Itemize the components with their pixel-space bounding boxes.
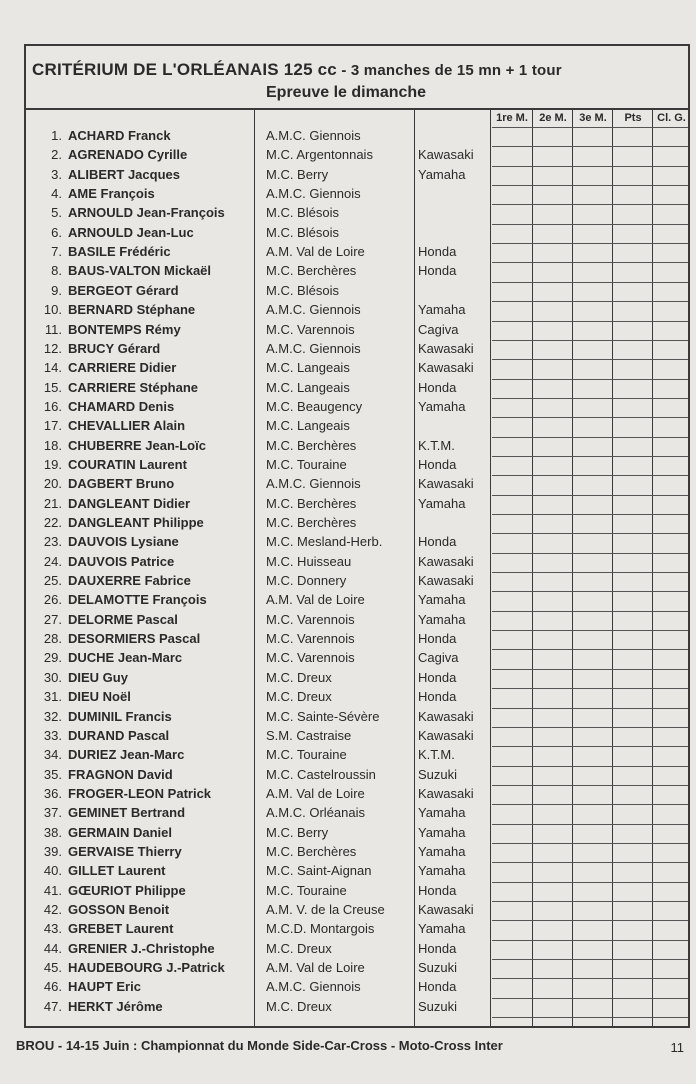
rider-number: 47. <box>43 998 62 1014</box>
rider-club: A.M. Val de Loire <box>266 960 365 976</box>
rider-number: 40. <box>43 863 62 879</box>
rider-motorcycle: Honda <box>418 979 457 995</box>
rider-motorcycle: K.T.M. <box>418 437 455 453</box>
rider-row <box>26 999 688 1018</box>
rider-number: 9. <box>51 282 62 298</box>
rider-name: GŒURIOT Philippe <box>68 882 186 898</box>
rider-club: M.C. Saint-Aignan <box>266 863 372 879</box>
rider-number: 27. <box>43 611 62 627</box>
rider-club: M.C. Dreux <box>266 998 332 1014</box>
rider-motorcycle: Honda <box>418 669 457 685</box>
rider-row <box>26 767 688 786</box>
rider-motorcycle: Yamaha <box>418 824 466 840</box>
rider-number: 8. <box>51 263 62 279</box>
rider-number: 18. <box>43 437 62 453</box>
rider-number: 43. <box>43 921 62 937</box>
rider-number: 10. <box>43 302 62 318</box>
rider-number: 24. <box>43 553 62 569</box>
rider-row <box>26 167 688 186</box>
rider-number: 1. <box>51 128 62 143</box>
rider-row <box>26 205 688 224</box>
rider-number: 44. <box>43 940 62 956</box>
rider-motorcycle: Yamaha <box>418 302 466 318</box>
rider-club: A.M.C. Giennois <box>266 476 361 492</box>
rider-number: 36. <box>43 785 62 801</box>
rider-motorcycle: Honda <box>418 456 457 472</box>
rider-motorcycle: Cagiva <box>418 650 459 666</box>
rider-name: BERNARD Stéphane <box>68 302 196 318</box>
rider-row <box>26 612 688 631</box>
rider-motorcycle: Honda <box>418 379 457 395</box>
rider-motorcycle: Kawasaki <box>418 708 474 724</box>
event-title-detail: - 3 manches de 15 mn + 1 tour <box>336 62 562 79</box>
rider-club: A.M.C. Giennois <box>266 302 361 318</box>
rider-name: GRENIER J.-Christophe <box>68 940 215 956</box>
rider-row <box>26 825 688 844</box>
rider-name: BRUCY Gérard <box>68 340 161 356</box>
rider-club: M.C. Berchères <box>266 495 357 511</box>
rider-motorcycle: Honda <box>418 263 457 279</box>
rider-name: BAUS-VALTON Mickaël <box>68 263 212 279</box>
rider-motorcycle: Kawasaki <box>418 902 474 917</box>
rider-name: ALIBERT Jacques <box>68 166 180 182</box>
rider-name: DAUVOIS Lysiane <box>68 534 179 550</box>
rider-number: 7. <box>51 244 62 260</box>
rider-name: DIEU Noël <box>68 689 131 705</box>
rider-club: A.M.C. Giennois <box>266 979 361 995</box>
rider-club: M.C. Huisseau <box>266 553 352 569</box>
rider-number: 4. <box>51 186 62 202</box>
rider-club: A.M.C. Giennois <box>266 340 361 356</box>
rider-name: AGRENADO Cyrille <box>68 147 188 163</box>
rider-club: M.C. Donnery <box>266 573 347 589</box>
rider-number: 15. <box>43 379 62 395</box>
rider-number: 31. <box>43 689 62 705</box>
rider-club: M.C. Blésois <box>266 205 339 221</box>
rider-club: M.C. Berchères <box>266 515 357 530</box>
rider-name: ARNOULD Jean-Luc <box>68 224 194 240</box>
rider-number: 25. <box>43 573 62 589</box>
rider-club: M.C. Dreux <box>266 669 332 685</box>
rider-number: 19. <box>43 456 62 472</box>
rider-row <box>26 302 688 321</box>
rider-motorcycle: Honda <box>418 244 457 260</box>
rider-name: DAUXERRE Fabrice <box>68 573 191 589</box>
rider-row <box>26 186 688 205</box>
rider-club: M.C. Dreux <box>266 689 332 705</box>
rider-club: A.M.C. Giennois <box>266 128 361 143</box>
rider-name: DELORME Pascal <box>68 611 178 627</box>
rider-name: HAUDEBOURG J.-Patrick <box>68 960 225 976</box>
rider-row <box>26 263 688 282</box>
header-m2: 2e M. <box>539 112 567 124</box>
rider-motorcycle: Yamaha <box>418 495 466 511</box>
rider-name: DIEU Guy <box>68 669 128 685</box>
rider-name: DANGLEANT Didier <box>68 495 191 511</box>
rider-row <box>26 360 688 379</box>
rider-club: M.C. Berchères <box>266 437 357 453</box>
rider-motorcycle: Suzuki <box>418 960 458 976</box>
rider-row <box>26 786 688 805</box>
rider-club: S.M. Castraise <box>266 727 352 743</box>
rider-number: 20. <box>43 476 62 492</box>
rider-club: M.C. Berchères <box>266 263 357 279</box>
rider-row <box>26 476 688 495</box>
rider-name: HERKT Jérôme <box>68 998 163 1014</box>
rider-club: M.C. Berry <box>266 824 329 840</box>
rider-number: 42. <box>43 902 62 917</box>
rider-number: 26. <box>43 592 62 608</box>
rider-club: M.C. Varennois <box>266 321 355 337</box>
rider-number: 3. <box>51 166 62 182</box>
rider-number: 12. <box>43 340 62 356</box>
rider-club: A.M.C. Giennois <box>266 186 361 202</box>
rider-row <box>26 418 688 437</box>
rider-number: 35. <box>43 766 62 782</box>
rider-name: GERMAIN Daniel <box>68 824 173 840</box>
rider-name: DAGBERT Bruno <box>68 476 175 492</box>
rider-motorcycle: Cagiva <box>418 321 459 337</box>
rider-club: M.C. Sainte-Sévère <box>266 708 380 724</box>
rider-name: DANGLEANT Philippe <box>68 515 204 530</box>
rider-number: 32. <box>43 708 62 724</box>
results-sheet <box>24 44 690 1028</box>
rider-club: A.M. V. de la Creuse <box>266 902 385 917</box>
rider-motorcycle: Suzuki <box>418 998 458 1014</box>
rider-motorcycle: Yamaha <box>418 166 466 182</box>
rider-club: M.C. Mesland-Herb. <box>266 534 383 550</box>
rider-row <box>26 496 688 515</box>
rider-name: BERGEOT Gérard <box>68 282 179 298</box>
event-subtitle: Epreuve le dimanche <box>266 84 427 101</box>
rider-name: GOSSON Benoit <box>68 902 170 917</box>
rider-number: 21. <box>43 495 62 511</box>
rider-number: 39. <box>43 843 62 859</box>
rider-row <box>26 515 688 534</box>
rider-number: 45. <box>43 960 62 976</box>
rider-row <box>26 341 688 360</box>
rider-number: 2. <box>51 147 62 163</box>
rider-motorcycle: Honda <box>418 940 457 956</box>
rider-row <box>26 399 688 418</box>
rider-name: GILLET Laurent <box>68 863 166 879</box>
rider-row <box>26 805 688 824</box>
rider-club: M.C. Langeais <box>266 360 350 376</box>
rider-name: DURAND Pascal <box>68 727 170 743</box>
rider-row <box>26 979 688 998</box>
rider-name: ARNOULD Jean-François <box>68 205 225 221</box>
header-m1: 1re M. <box>496 112 528 124</box>
rider-number: 23. <box>43 534 62 550</box>
rider-club: M.C. Dreux <box>266 940 332 956</box>
rider-motorcycle: Yamaha <box>418 921 466 937</box>
rider-motorcycle: Yamaha <box>418 611 466 627</box>
rider-row <box>26 921 688 940</box>
rider-number: 46. <box>43 979 62 995</box>
rider-club: A.M. Val de Loire <box>266 785 365 801</box>
rider-club: M.C. Varennois <box>266 611 355 627</box>
page-number: 11 <box>670 1040 684 1055</box>
rider-row <box>26 670 688 689</box>
rider-number: 33. <box>43 727 62 743</box>
rider-name: CHAMARD Denis <box>68 398 175 414</box>
rider-row <box>26 283 688 302</box>
rider-club: M.C. Berry <box>266 166 329 182</box>
rider-club: M.C. Langeais <box>266 418 350 434</box>
rider-row <box>26 709 688 728</box>
rider-row <box>26 128 688 147</box>
rider-name: BASILE Frédéric <box>68 244 171 260</box>
rider-club: M.C. Berchères <box>266 843 357 859</box>
rider-club: M.C. Blésois <box>266 224 339 240</box>
rider-club: M.C. Beaugency <box>266 398 363 414</box>
rider-motorcycle: Yamaha <box>418 805 466 821</box>
rider-number: 16. <box>43 398 62 414</box>
rider-row <box>26 960 688 979</box>
rider-name: COURATIN Laurent <box>68 456 187 472</box>
rider-club: M.C.D. Montargois <box>266 921 375 937</box>
rider-club: M.C. Varennois <box>266 650 355 666</box>
rider-club: A.M. Val de Loire <box>266 244 365 260</box>
header-m3: 3e M. <box>579 112 607 124</box>
rider-motorcycle: Yamaha <box>418 398 466 414</box>
rider-club: M.C. Castelroussin <box>266 766 376 782</box>
rider-row <box>26 728 688 747</box>
rider-row <box>26 863 688 882</box>
rider-row <box>26 883 688 902</box>
rider-row <box>26 902 688 921</box>
header-pts: Pts <box>624 112 642 124</box>
rider-club: M.C. Varennois <box>266 631 355 647</box>
header-clg: Cl. G. <box>657 112 686 124</box>
footer-announcement: BROU - 14-15 Juin : Championnat du Monde Side-Car-Cross - Moto-Cross Inter <box>16 1038 503 1053</box>
rider-motorcycle: Yamaha <box>418 592 466 608</box>
rider-row <box>26 322 688 341</box>
rider-number: 34. <box>43 747 62 763</box>
rider-motorcycle: Kawasaki <box>418 553 474 569</box>
rider-club: A.M.C. Orléanais <box>266 805 365 821</box>
rider-number: 30. <box>43 669 62 685</box>
rider-row <box>26 747 688 766</box>
rider-motorcycle: Kawasaki <box>418 573 474 589</box>
rider-motorcycle: Honda <box>418 882 457 898</box>
rider-row <box>26 147 688 166</box>
rider-row <box>26 941 688 960</box>
rider-number: 17. <box>43 418 62 434</box>
rider-row <box>26 554 688 573</box>
rider-name: GREBET Laurent <box>68 921 174 937</box>
rider-row <box>26 689 688 708</box>
rider-number: 38. <box>43 824 62 840</box>
rider-name: CHEVALLIER Alain <box>68 418 186 434</box>
rider-motorcycle: Kawasaki <box>418 147 474 163</box>
rider-motorcycle: Honda <box>418 534 457 550</box>
rider-name: HAUPT Eric <box>68 979 141 995</box>
rider-club: M.C. Touraine <box>266 882 347 898</box>
rider-motorcycle: Kawasaki <box>418 476 474 492</box>
rider-motorcycle: Kawasaki <box>418 360 474 376</box>
event-title <box>32 60 692 80</box>
rider-name: BONTEMPS Rémy <box>68 321 181 337</box>
rider-motorcycle: Yamaha <box>418 863 466 879</box>
rider-row <box>26 244 688 263</box>
rider-name: FRAGNON David <box>68 766 173 782</box>
rider-row <box>26 650 688 669</box>
rider-row <box>26 534 688 553</box>
rider-row <box>26 592 688 611</box>
rider-motorcycle: Suzuki <box>418 766 458 782</box>
rider-number: 11. <box>44 321 62 337</box>
rider-club: M.C. Touraine <box>266 456 347 472</box>
rider-name: DESORMIERS Pascal <box>68 631 201 647</box>
rider-row <box>26 573 688 592</box>
rider-row <box>26 225 688 244</box>
rider-number: 28. <box>43 631 62 647</box>
rider-number: 14. <box>43 360 62 376</box>
rider-motorcycle: Kawasaki <box>418 727 474 743</box>
event-title-main: CRITÉRIUM DE L'ORLÉANAIS 125 cc <box>32 60 337 79</box>
rider-row <box>26 438 688 457</box>
rider-number: 37. <box>43 805 62 821</box>
rider-name: AME François <box>68 186 155 202</box>
rider-motorcycle: Kawasaki <box>418 785 474 801</box>
rider-row <box>26 457 688 476</box>
rider-name: DUMINIL Francis <box>68 708 172 724</box>
rider-motorcycle: K.T.M. <box>418 747 455 763</box>
rider-name: GEMINET Bertrand <box>68 805 186 821</box>
rider-club: M.C. Blésois <box>266 282 339 298</box>
title-row <box>26 46 688 110</box>
rider-motorcycle: Kawasaki <box>418 340 474 356</box>
rider-number: 22. <box>43 515 62 530</box>
rider-name: CARRIERE Didier <box>68 360 177 376</box>
rider-club: A.M. Val de Loire <box>266 592 365 608</box>
rider-name: DELAMOTTE François <box>68 592 207 608</box>
rider-motorcycle: Yamaha <box>418 843 466 859</box>
rider-club: M.C. Argentonnais <box>266 147 373 163</box>
rider-name: FROGER-LEON Patrick <box>68 785 212 801</box>
rider-club: M.C. Langeais <box>266 379 350 395</box>
rider-motorcycle: Honda <box>418 631 457 647</box>
rider-name: DURIEZ Jean-Marc <box>68 747 185 763</box>
rider-number: 41. <box>43 882 62 898</box>
rider-name: CARRIERE Stéphane <box>68 379 199 395</box>
rider-name: GERVAISE Thierry <box>68 843 182 859</box>
rider-name: DAUVOIS Patrice <box>68 553 175 569</box>
rider-row <box>26 380 688 399</box>
rider-number: 29. <box>43 650 62 666</box>
rider-name: CHUBERRE Jean-Loïc <box>68 437 206 453</box>
rider-name: DUCHE Jean-Marc <box>68 650 183 666</box>
rider-motorcycle: Honda <box>418 689 457 705</box>
rider-name: ACHARD Franck <box>68 128 171 143</box>
rider-row <box>26 844 688 863</box>
rider-number: 6. <box>51 224 62 240</box>
rider-club: M.C. Touraine <box>266 747 347 763</box>
rider-row <box>26 631 688 650</box>
rider-number: 5. <box>51 205 62 221</box>
